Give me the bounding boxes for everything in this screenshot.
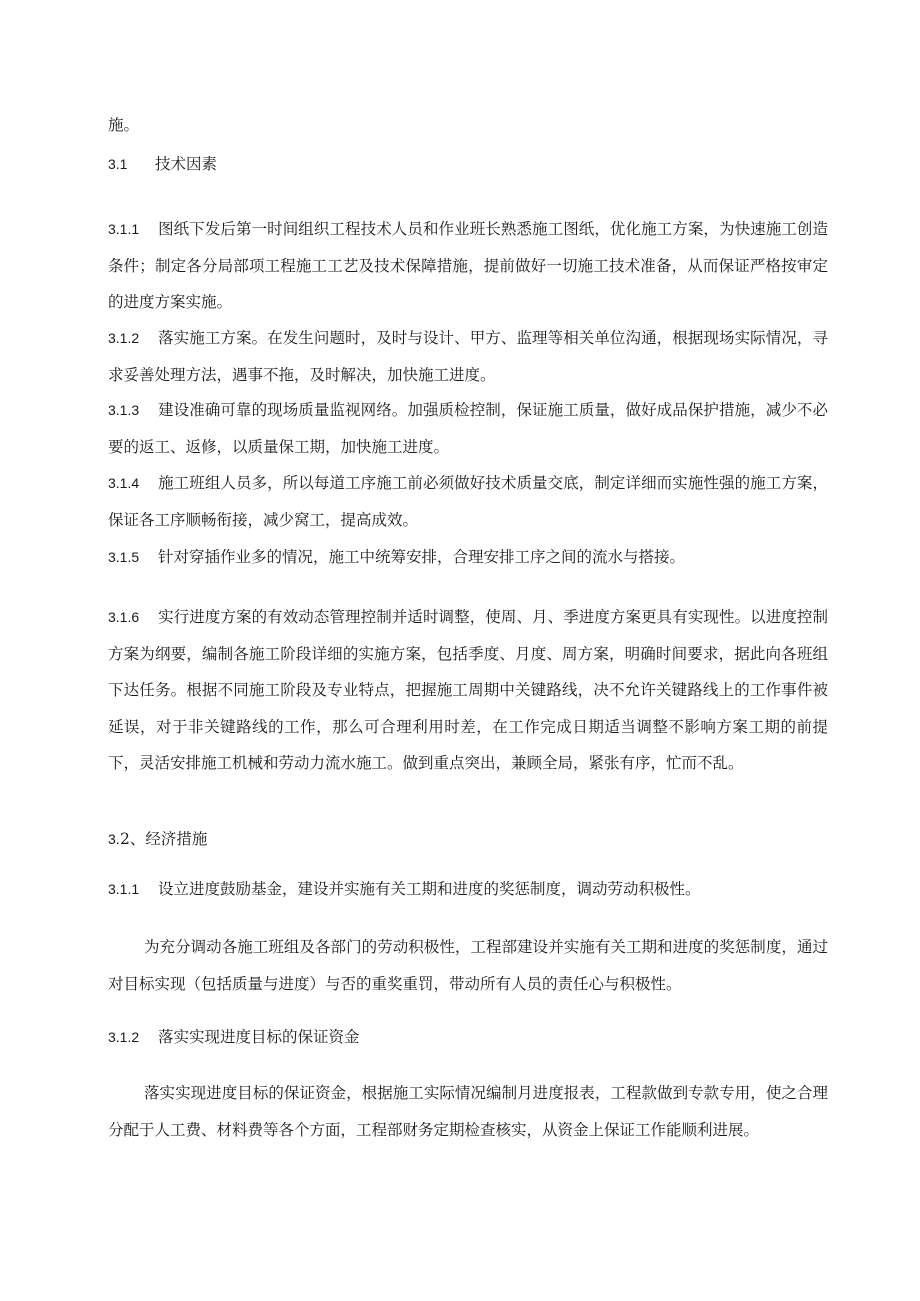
section-title: 技术因素 (155, 155, 218, 173)
item-3-1-6 (108, 599, 828, 782)
item-text: 施工班组人员多，所以每道工序施工前必须做好技术质量交底，制定详细而实施性强的施工方案，保证各工序顺畅衔接，减少窝工，提高成效。 (108, 474, 828, 529)
item-number: 3.1.2 (108, 330, 140, 346)
econ-paragraph-2: 落实实现进度目标的保证资金，根据施工实际情况编制月进度报表，工程款做到专款专用，使之合理分配于人工费、材料费等各个方面，工程部财务定期检查核实，从资金上保证工作能顺利进展。 (108, 1084, 828, 1139)
item-text: 建设准确可靠的现场质量监视网络。加强质检控制，保证施工质量，做好成品保护措施，减少不必要的返工、返修，以质量保工期，加快施工进度。 (108, 401, 828, 456)
econ-item-3-1-2 (108, 1019, 828, 1056)
item-number: 3.1.1 (108, 881, 140, 897)
section-heading-3-2: 3.2、经济措施 (108, 830, 208, 848)
item-3-1-2 (108, 320, 828, 393)
item-3-1-4 (108, 465, 828, 538)
item-text: 落实实现进度目标的保证资金 (158, 1028, 360, 1046)
item-number: 3.1.1 (108, 221, 140, 237)
item-number: 3.1.4 (108, 475, 140, 491)
item-text: 实行进度方案的有效动态管理控制并适时调整，使周、月、季进度方案更具有实现性。以进度控制方案为纲要，编制各施工阶段详细的实施方案，包括季度、月度、周方案，明确时间要求，据此向各班组下达任务。根据不同施工阶段及专业特点，把握施工周期中关键路线，决不允许关键路线上的工作事件被延误，对于非关键路线的工作，那么可合理利用时差，在工作完成日期适当调整不影响方案工期的前提下，灵活安排施工机械和劳动力流水施工。做到重点突出，兼顾全局，紧张有序，忙而不乱。 (108, 608, 828, 772)
item-text: 针对穿插作业多的情况，施工中统筹安排，合理安排工序之间的流水与搭接。 (158, 548, 686, 566)
section-heading-3-1 (108, 146, 828, 183)
item-3-1-1 (108, 211, 828, 321)
item-number: 3.1.2 (108, 1029, 140, 1045)
section-title: 2、经济措施 (120, 830, 208, 848)
item-number: 3.1.5 (108, 549, 140, 565)
continuation-line: 施。 (108, 116, 140, 134)
item-3-1-3 (108, 392, 828, 465)
item-text: 设立进度鼓励基金，建设并实施有关工期和进度的奖惩制度，调动劳动积极性。 (158, 880, 701, 898)
item-text: 图纸下发后第一时间组织工程技术人员和作业班长熟悉施工图纸，优化施工方案，为快速施工创造条件；制定各分局部项工程施工工艺及技术保障措施，提前做好一切施工技术准备，从而保证严格按审定的进度方案实施。 (108, 220, 828, 311)
item-text: 落实施工方案。在发生问题时，及时与设计、甲方、监理等相关单位沟通，根据现场实际情况，寻求妥善处理方法，遇事不拖，及时解决，加快施工进度。 (108, 329, 828, 384)
econ-paragraph-1: 为充分调动各施工班组及各部门的劳动积极性，工程部建设并实施有关工期和进度的奖惩制度，通过对目标实现（包括质量与进度）与否的重奖重罚，带动所有人员的责任心与积极性。 (108, 938, 828, 993)
section-number: 3.1 (108, 156, 128, 172)
item-number: 3.1.3 (108, 402, 140, 418)
item-3-1-5 (108, 539, 828, 576)
item-number: 3.1.6 (108, 609, 140, 625)
econ-item-3-1-1 (108, 871, 828, 908)
